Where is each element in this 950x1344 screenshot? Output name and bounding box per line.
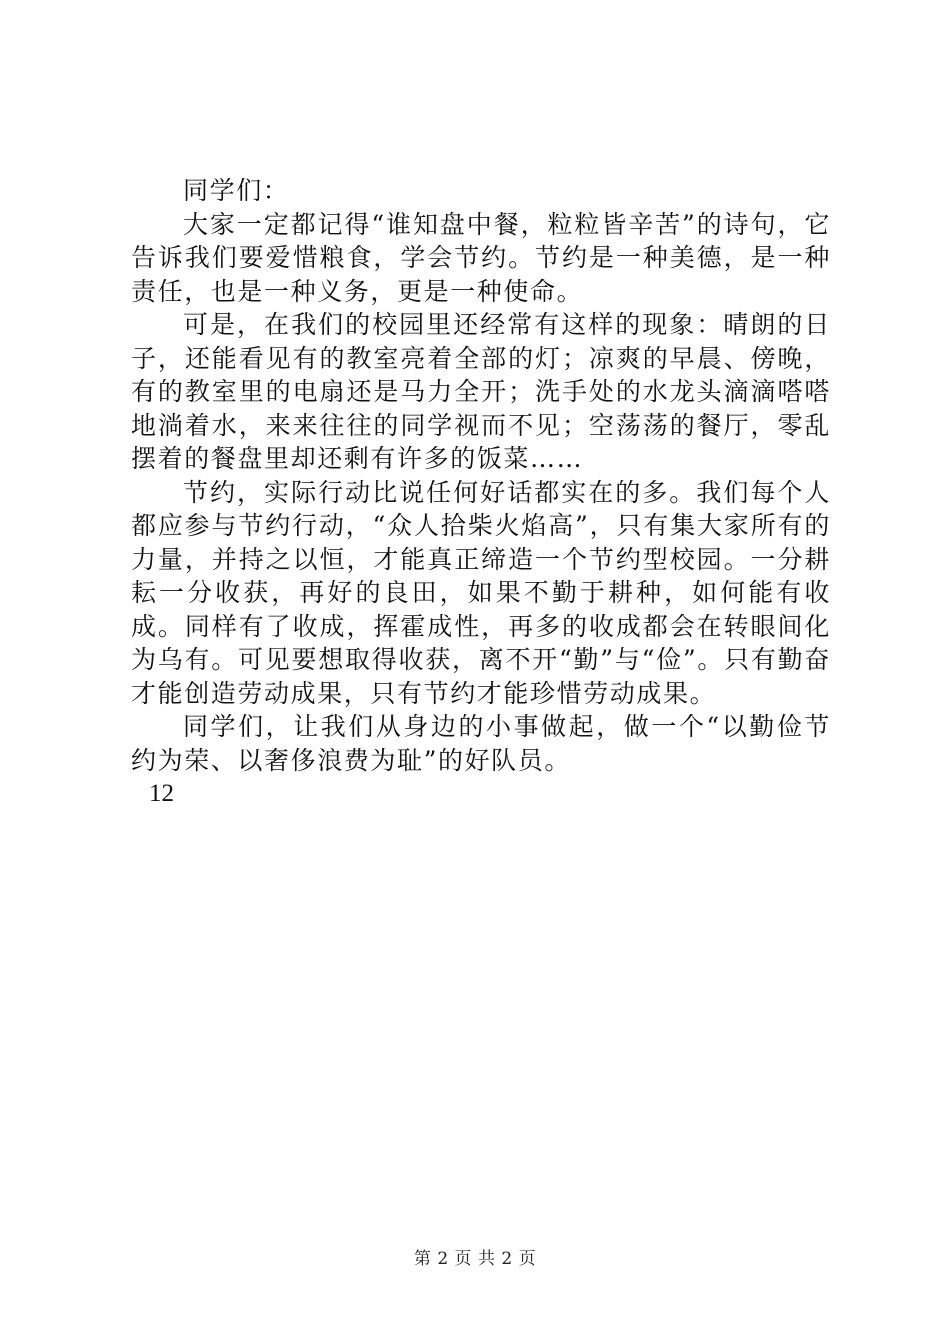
paragraph-call-to-action: 同学们，让我们从身边的小事做起，做一个“以勤俭节约为荣、以奢侈浪费为耻”的好队员。 — [131, 712, 831, 775]
page-footer: 第 2 页 共 2 页 — [413, 1249, 537, 1269]
paragraph-action: 节约，实际行动比说任何好话都实在的多。我们每个人都应参与节约行动，“众人拾柴火焰高”，只有集大家所有的力量，并持之以恒，才能真正缔造一个节约型校园。一分耕耘一分收获，再好的良田，如果不勤于耕种，如何能有收成。同样有了收成，挥霍成性，再多的收成都会在转眼间化为乌有。可见要想取得收获，离不开“勤”与“俭”。只有勤奋才能创造劳动成果，只有节约才能珍惜劳动成果。 — [131, 477, 831, 708]
paragraph-poem-intro: 大家一定都记得“谁知盘中餐，粒粒皆辛苦”的诗句，它告诉我们要爱惜粮食，学会节约。节约是一种美德，是一种责任，也是一种义务，更是一种使命。 — [131, 209, 831, 306]
stray-number: 12 — [149, 780, 174, 807]
paragraph-campus-phenomena: 可是，在我们的校园里还经常有这样的现象：晴朗的日子，还能看见有的教室亮着全部的灯；凉爽的早晨、傍晚，有的教室里的电扇还是马力全开；洗手处的水龙头滴滴嗒嗒地淌着水，来来往往的同学视而不见；空荡荡的餐厅，零乱摆着的餐盘里却还剩有许多的饭菜…… — [131, 310, 831, 473]
paragraph-salutation: 同学们： — [183, 176, 290, 205]
document-body — [131, 174, 831, 811]
